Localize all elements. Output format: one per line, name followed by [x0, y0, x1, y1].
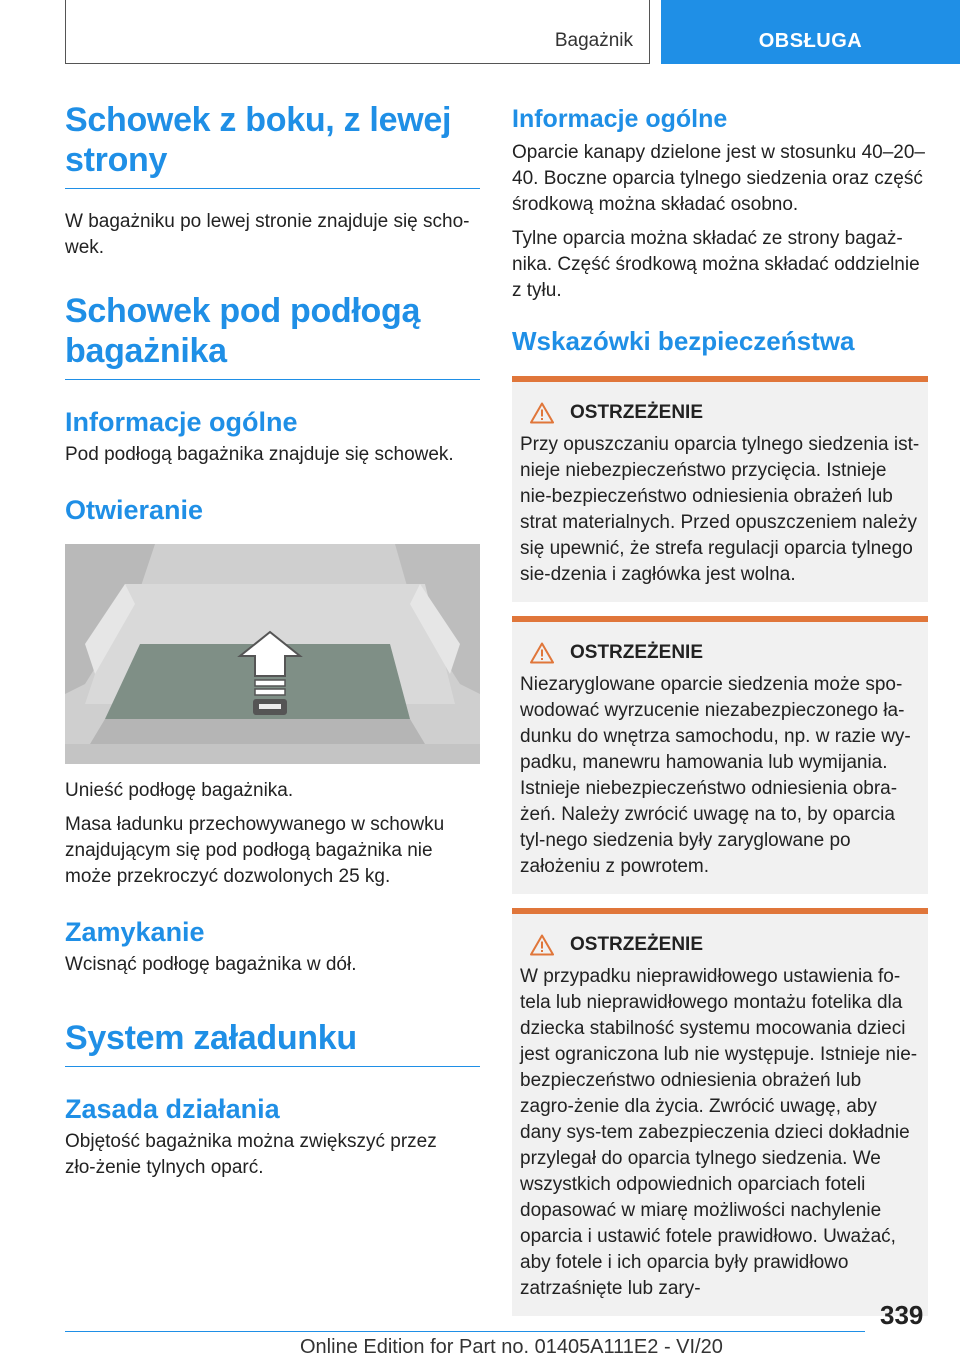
heading-closing: Zamykanie: [65, 917, 205, 947]
trunk-floor-photo: [65, 544, 480, 764]
left-column: [65, 100, 480, 1181]
heading-rule: [65, 188, 480, 189]
warning-box: [512, 616, 928, 894]
warning-triangle-icon: [530, 934, 554, 956]
text-general-info: Pod podłogą bagażnika znajduje się schowek.: [65, 444, 454, 465]
heading-general-info: Informacje ogólne: [65, 407, 298, 437]
heading-principle: Zasada działania: [65, 1094, 280, 1124]
warning-header: [530, 642, 920, 664]
right-column: [512, 100, 928, 1316]
warning-text: Przy opuszczaniu oparcia tylnego siedzenia ist-nieje niebezpieczeństwo przycięcia. Istnieje nie-bezpieczeństwo odniesienia obrażeń lub strat materialnych. Przed opuszczeniem należy się upewnić, że strefa regulacji oparcia tylnego sie-dzenia i zagłówka jest wolna.: [520, 434, 920, 585]
heading-general-info-seats: Informacje ogólne: [512, 105, 728, 133]
warning-title: OSTRZEŻENIE: [570, 642, 704, 663]
text-seat-split: Oparcie kanapy dzielone jest w stosunku 40–20–40. Boczne oparcia tylnego siedzenia oraz część środkową można składać osobno.: [512, 142, 925, 215]
header-section-box: [65, 0, 650, 64]
page-number: 339: [880, 1300, 924, 1330]
text-seat-folding: Tylne oparcia można składać ze strony bagaż-nika. Część środkową można składać oddzielnie z tyłu.: [512, 228, 920, 301]
warning-triangle-icon: [530, 642, 554, 664]
warning-header: [530, 402, 920, 424]
heading-opening: Otwieranie: [65, 495, 204, 525]
warning-box: [512, 376, 928, 602]
footer-rule: [65, 1331, 865, 1332]
text-closing: Wcisnąć podłogę bagażnika w dół.: [65, 954, 357, 975]
warning-box: [512, 908, 928, 1316]
warning-text: Niezaryglowane oparcie siedzenia może spo-wodować wyrzucenie niezabezpieczonego ła-dunku do wnętrza samochodu, np. w razie wy-padku, manewru hamowania lub wymijania. Istnieje niebezpieczeństwo odniesienia obra-żeń. Należy zwrócić uwagę na to, by oparcia tyl-nego siedzenia były zaryglowane po założeniu z powrotem.: [520, 674, 911, 877]
trunk-floor-illustration: [65, 544, 480, 764]
text-principle: Objętość bagażnika można zwiększyć przez zło-żenie tylnych oparć.: [65, 1131, 437, 1178]
heading-rule: [65, 1066, 480, 1067]
header-chapter-tab: OBSŁUGA: [661, 0, 960, 64]
warning-text: W przypadku nieprawidłowego ustawienia fo-tela lub nieprawidłowego montażu fotelika dla dziecka stabilność systemu mocowania dzieci jest ograniczona lub nie występuje. Istnieje nie-bezpieczeństwo odniesienia obrażeń lub zagro-żenie dla życia. Zwrócić uwagę, aby dany sys-tem zabezpieczenia dzieci dokładnie przylegał do oparcia tylnego siedzenia. We wszystkich odpowiednich oparciach foteli dopasować w miarę możliwości nachylenie oparcia i ustawić fotele prawidłowo. Uważać, aby fotele i ich oparcia były prawidłowo zatrzaśnięte lub zary-: [520, 966, 918, 1299]
heading-floor-compartment: Schowek pod podłogą bagażnika: [65, 292, 421, 370]
text-lift-floor: Unieść podłogę bagażnika.: [65, 780, 294, 801]
heading-safety: Wskazówki bezpieczeństwa: [512, 326, 855, 356]
heading-side-compartment: Schowek z boku, z lewej strony: [65, 101, 452, 179]
footer-edition: Online Edition for Part no. 01405A111E2 - VI/20: [300, 1336, 723, 1358]
heading-rule: [65, 379, 480, 380]
warning-title: OSTRZEŻENIE: [570, 934, 704, 955]
warning-header: [530, 934, 920, 956]
warning-triangle-icon: [530, 402, 554, 424]
text-load-limit: Masa ładunku przechowywanego w schowku znajdującym się pod podłogą bagażnika nie może przekroczyć dozwolonych 25 kg.: [65, 814, 445, 887]
heading-loading-system: System załadunku: [65, 1019, 357, 1057]
header-section-title: Bagażnik: [554, 30, 633, 51]
warning-title: OSTRZEŻENIE: [570, 402, 704, 423]
text-side-compartment: W bagażniku po lewej stronie znajduje się scho-wek.: [65, 211, 470, 258]
